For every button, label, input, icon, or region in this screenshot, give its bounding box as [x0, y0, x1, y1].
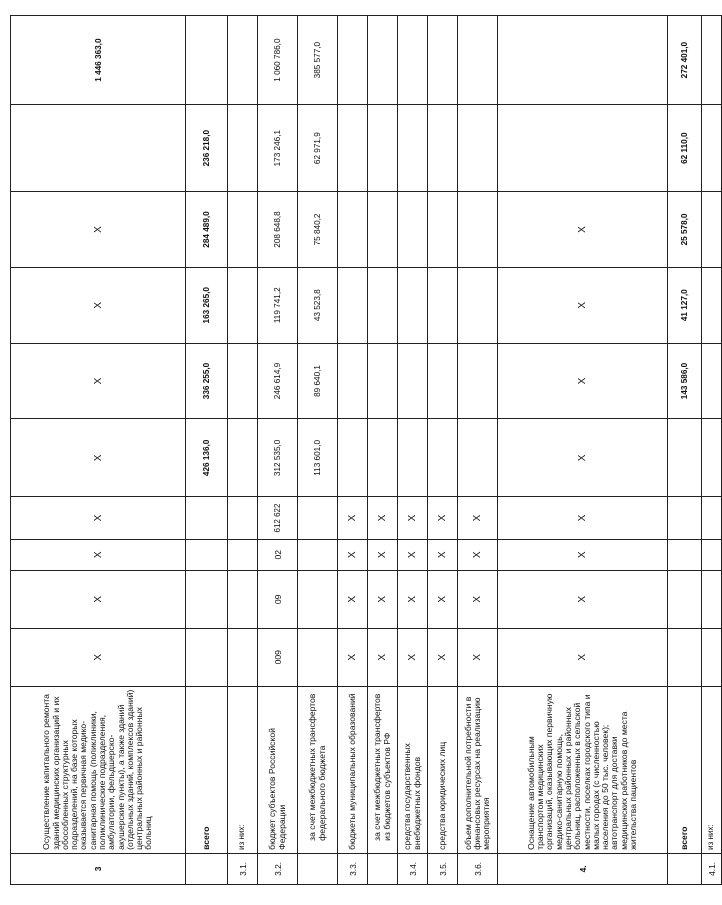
code-cell — [228, 628, 258, 686]
code-cell — [186, 628, 228, 686]
value-cell: X — [11, 343, 186, 419]
value-cell — [428, 192, 458, 268]
row-label: из них: — [228, 686, 258, 853]
table-row — [498, 16, 668, 885]
code-cell: X — [368, 497, 398, 539]
code-cell: 612 622 — [258, 497, 298, 539]
table-row — [668, 16, 702, 885]
code-cell — [186, 570, 228, 628]
value-cell: 426 136,0 — [186, 419, 228, 497]
code-cell: X — [398, 497, 428, 539]
value-cell: 208 648,8 — [258, 192, 298, 268]
row-label: объем дополнительной потребности в финансовых ресурсах на реализацию мероприятия — [458, 686, 498, 853]
value-cell: 246 614,9 — [258, 343, 298, 419]
code-cell: X — [11, 497, 186, 539]
code-cell: 009 — [258, 628, 298, 686]
code-cell: 09 — [258, 570, 298, 628]
code-cell: X — [11, 570, 186, 628]
row-label: за счет межбюджетных трансфертов из бюджетов субъектов РФ — [368, 686, 398, 853]
value-cell: 163 265,0 — [186, 267, 228, 343]
value-cell: 113 601,0 — [298, 419, 338, 497]
row-number: 4.1. — [702, 853, 722, 884]
code-cell: X — [428, 570, 458, 628]
total-cell — [702, 16, 722, 105]
row-number — [368, 853, 398, 884]
code-cell: X — [498, 539, 668, 570]
row-label: за счет межбюджетных трансфертов федерального бюджета — [298, 686, 338, 853]
code-cell: X — [368, 628, 398, 686]
table-row — [458, 16, 498, 885]
code-cell — [228, 497, 258, 539]
value-cell — [11, 105, 186, 192]
total-cell: 385 577,0 — [298, 16, 338, 105]
value-cell — [368, 192, 398, 268]
value-cell: 43 523,8 — [298, 267, 338, 343]
value-cell: 143 586,0 — [668, 343, 702, 419]
value-cell — [458, 419, 498, 497]
code-cell: X — [458, 570, 498, 628]
value-cell — [398, 343, 428, 419]
value-cell: 119 741,2 — [258, 267, 298, 343]
total-cell — [398, 16, 428, 105]
value-cell — [228, 267, 258, 343]
total-cell: 1 060 786,0 — [258, 16, 298, 105]
row-number: 3.4. — [398, 853, 428, 884]
code-cell — [668, 570, 702, 628]
value-cell — [368, 419, 398, 497]
code-cell: X — [458, 539, 498, 570]
row-number — [186, 853, 228, 884]
row-number — [668, 853, 702, 884]
value-cell: 62 971,9 — [298, 105, 338, 192]
value-cell: X — [498, 419, 668, 497]
value-cell — [338, 343, 368, 419]
table-row — [398, 16, 428, 885]
row-number: 3.5. — [428, 853, 458, 884]
value-cell — [338, 105, 368, 192]
code-cell — [298, 497, 338, 539]
row-label: всего — [186, 686, 228, 853]
value-cell — [228, 105, 258, 192]
code-cell: X — [428, 539, 458, 570]
value-cell: 236 218,0 — [186, 105, 228, 192]
table-row — [368, 16, 398, 885]
row-label: Осуществление капитального ремонта зданий медицинских организаций и их обособленных структурных подразделений, на базе которых оказывается первичная медико-санитарная помощь (поликлиники, поликлинические подразделения, амбулатории, фельдшерско-акушерские пункты), а также зданий (отдельных зданий, комплексов зданий) центральных районных и районных больниц — [11, 686, 186, 853]
value-cell — [338, 419, 368, 497]
value-cell — [228, 419, 258, 497]
total-cell — [368, 16, 398, 105]
value-cell — [338, 192, 368, 268]
table-row — [338, 16, 368, 885]
row-label: бюджет субъектов Российской Федерации — [258, 686, 298, 853]
value-cell — [428, 105, 458, 192]
row-number: 3.3. — [338, 853, 368, 884]
row-number: 3.2. — [258, 853, 298, 884]
code-cell: X — [428, 497, 458, 539]
code-cell: X — [398, 628, 428, 686]
row-label: бюджеты муниципальных образований — [338, 686, 368, 853]
code-cell — [228, 570, 258, 628]
row-number: 3.1. — [228, 853, 258, 884]
code-cell: X — [498, 628, 668, 686]
value-cell — [398, 105, 428, 192]
code-cell — [298, 570, 338, 628]
value-cell — [428, 419, 458, 497]
code-cell — [702, 539, 722, 570]
code-cell: X — [498, 497, 668, 539]
value-cell: X — [11, 267, 186, 343]
total-cell — [458, 16, 498, 105]
value-cell — [398, 419, 428, 497]
row-number: 4. — [498, 853, 668, 884]
value-cell: X — [498, 192, 668, 268]
value-cell: 25 578,0 — [668, 192, 702, 268]
value-cell: X — [11, 419, 186, 497]
value-cell — [368, 267, 398, 343]
code-cell — [702, 628, 722, 686]
row-number — [298, 853, 338, 884]
value-cell: X — [498, 343, 668, 419]
value-cell: 284 489,0 — [186, 192, 228, 268]
code-cell: X — [498, 570, 668, 628]
code-cell — [298, 539, 338, 570]
code-cell: X — [368, 570, 398, 628]
value-cell — [702, 267, 722, 343]
table-row — [428, 16, 458, 885]
value-cell: 312 535,0 — [258, 419, 298, 497]
value-cell — [228, 192, 258, 268]
code-cell: X — [338, 628, 368, 686]
total-cell — [338, 16, 368, 105]
total-cell: 272 401,0 — [668, 16, 702, 105]
value-cell: 336 255,0 — [186, 343, 228, 419]
value-cell — [702, 343, 722, 419]
code-cell — [702, 497, 722, 539]
total-cell — [228, 16, 258, 105]
code-cell: X — [458, 497, 498, 539]
code-cell — [186, 497, 228, 539]
code-cell — [668, 497, 702, 539]
code-cell — [668, 539, 702, 570]
table-row — [298, 16, 338, 885]
value-cell — [458, 105, 498, 192]
value-cell — [398, 267, 428, 343]
row-label: из них: — [702, 686, 722, 853]
value-cell — [398, 192, 428, 268]
code-cell: X — [338, 570, 368, 628]
table-row — [258, 16, 298, 885]
value-cell — [368, 343, 398, 419]
total-cell: 1 446 363,0 — [11, 16, 186, 105]
code-cell: X — [11, 628, 186, 686]
value-cell: 62 110,0 — [668, 105, 702, 192]
value-cell: 89 640,1 — [298, 343, 338, 419]
code-cell: X — [338, 497, 368, 539]
value-cell — [428, 267, 458, 343]
code-cell: X — [338, 539, 368, 570]
value-cell — [458, 192, 498, 268]
value-cell — [498, 105, 668, 192]
table-row — [11, 16, 186, 885]
row-number: 3 — [11, 853, 186, 884]
total-cell — [498, 16, 668, 105]
value-cell — [458, 267, 498, 343]
value-cell — [428, 343, 458, 419]
row-label: Оснащение автомобильным транспортом медицинских организаций, оказывающих первичную медико-санитарную помощь, центральных районных и районных больниц, расположенных в сельской местности, поселках городского типа и малых городах (с численностью населения до 50 тыс. человек); автотранспорт для доставки медицинских работников до места жительства пациентов — [498, 686, 668, 853]
value-cell — [368, 105, 398, 192]
value-cell — [458, 343, 498, 419]
row-number: 3.6. — [458, 853, 498, 884]
code-cell — [298, 628, 338, 686]
budget-table — [10, 15, 722, 885]
total-cell — [428, 16, 458, 105]
row-label: всего — [668, 686, 702, 853]
table-row — [228, 16, 258, 885]
value-cell: 41 127,0 — [668, 267, 702, 343]
value-cell: 75 840,2 — [298, 192, 338, 268]
code-cell: X — [458, 628, 498, 686]
value-cell — [702, 105, 722, 192]
code-cell — [668, 628, 702, 686]
code-cell — [186, 539, 228, 570]
code-cell — [228, 539, 258, 570]
code-cell: X — [398, 539, 428, 570]
value-cell — [228, 343, 258, 419]
code-cell: X — [11, 539, 186, 570]
table-row — [186, 16, 228, 885]
total-cell — [186, 16, 228, 105]
code-cell: X — [398, 570, 428, 628]
code-cell: X — [368, 539, 398, 570]
value-cell — [702, 419, 722, 497]
code-cell — [702, 570, 722, 628]
row-label: средства государственных внебюджетных фондов — [398, 686, 428, 853]
value-cell — [702, 192, 722, 268]
code-cell: 02 — [258, 539, 298, 570]
table-row — [702, 16, 722, 885]
value-cell: 173 246,1 — [258, 105, 298, 192]
value-cell: X — [498, 267, 668, 343]
value-cell — [668, 419, 702, 497]
code-cell: X — [428, 628, 458, 686]
row-label: средства юридических лиц — [428, 686, 458, 853]
value-cell: X — [11, 192, 186, 268]
value-cell — [338, 267, 368, 343]
